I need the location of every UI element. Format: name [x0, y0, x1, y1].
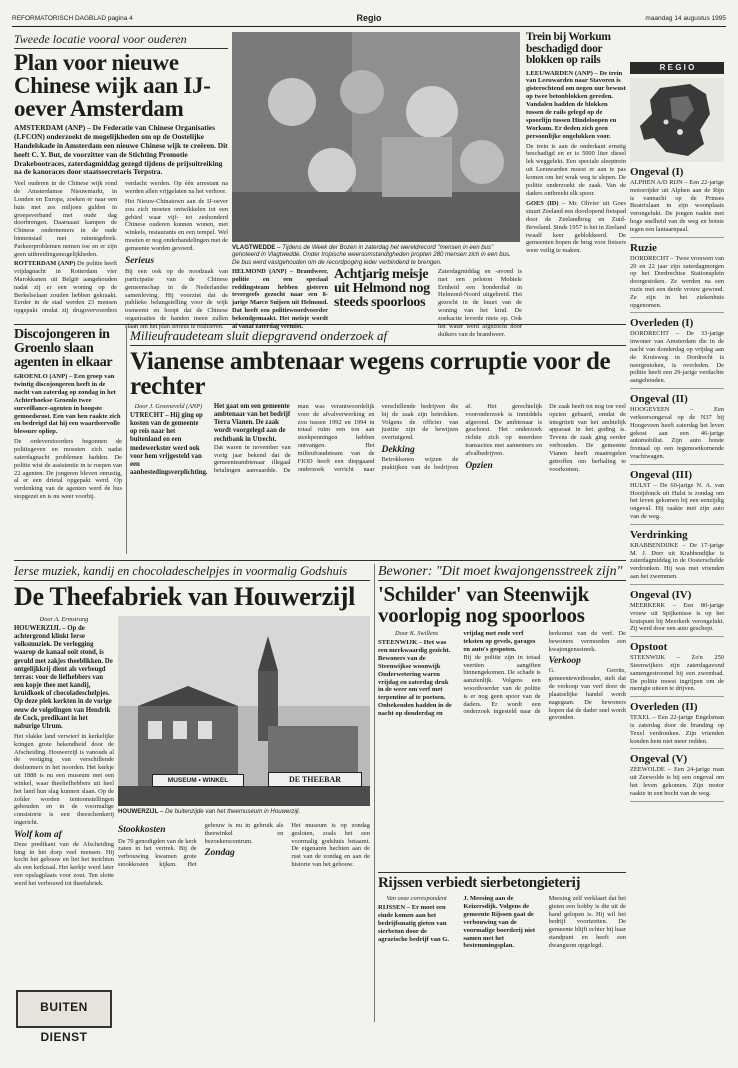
sidebar-item-title: Ongeval (II)	[630, 393, 688, 406]
header-section: Regio	[356, 13, 382, 23]
sidebar-item-text: ALPHEN A/D RIJN – Een 22-jarige motorrijder uit Alphen aan de Rijn is vannacht op de Prinses Beatrixlaan in zijn woonplaats verongelukt. De jongen raakte met hoge snelheid van de weg en botste tegen een lantaarnpaal.	[630, 179, 724, 233]
caption-text: – Tijdens de Week der Bozen in zaterdag het wereldrecord "mensen in een bus" genoteerd in Vlagtwedde. Onder tropische weersomstandigheden propten 280 mensen zich in een bus. De bus werd vastgehouden om de recordpoging ieder verbindend te brengen.	[232, 244, 511, 266]
article-vianen	[130, 328, 626, 556]
caption-dateline: HOUWERZIJL	[118, 808, 159, 815]
article-paragraph: Veel ouderen in de Chinese wijk rond de Amsterdamse Nieuwmarkt, in Londen en Europa, zoeken er naar een huis met zes miljoen gulden in groepsverband met oude dag doorbrengen. Daarnaast kampen de Chinese ondernemers in de oude binnenstad met ruimtegebrek. Parkeerproblemen nemen toe en er zijn geen uitbreidingsmogelijkheden.	[14, 180, 117, 258]
article-body: De zaak heeft tot nog toe veel opzien gebaard, omdat de integriteit van het ambtelijk apparaat in het geding is. Tevens de zaak ging eerder verbonden. De gemeente Vianen heeft maatregelen getroffen om herhaling te voorkomen.	[549, 403, 626, 473]
sidebar-item-title: Opstoot	[630, 641, 668, 654]
article-lead: GROENLO (ANP) – Een groep van twintig discojongeren heeft in de nacht van zaterdag op zondag in het Achterhoekse Groenlo twee surveillance-agenten in hoogste gemoedsrust. Een van hen raakte zich en bedreigd dat hij een waardeervolle blessure opliep.	[14, 373, 121, 436]
article-body: Betrokkenen wijzen de praktijken van de bedrijven af. Het gerechtelijk vooronderzoek is inmiddels afgerond. De ambtenaar is geschorst. Het onderzoek richtte zich op meerdere transacties met aannemers en afvalbedrijven.	[381, 403, 543, 471]
subheading: Stookkosten	[118, 825, 166, 835]
article-body: Deze predikant van de Afscheiding hing in het dorp veel mensen. Hij kocht het gebouw en liet het inrichten als een kerkzaal. Het kerkje werd later een opslagplaats voor zout. Ten slotte werd het verbouwd tot theefabriek.	[14, 840, 114, 887]
sidebar-item-title: Overleden (II)	[630, 701, 698, 714]
regio-banner: R E G I O	[630, 62, 724, 74]
article-kicker: Tweede locatie vooral voor ouderen	[14, 32, 228, 49]
article-kicker: Milieufraudeteam sluit diepgravend onderzoek af	[130, 328, 626, 346]
byline: Van onze correspondent	[386, 895, 447, 902]
article-lead: AMSTERDAM (ANP) – De Federatie van Chinese Organisaties (LFCON) onderzoekt de mogelijkheden om op de Oostelijke Handelskade in Amsterdam een nieuwe Chinese wijk te creëren. Dit heeft C. Y. But, de voorzitter van de Stichting Promotie Drakebootraces, zaterdagmiddag gezegd tijdens de prijsuitreiking na de kanoraces door staatssecretaris Terpstra.	[14, 123, 228, 177]
goes-brief	[526, 200, 626, 255]
section-divider	[14, 560, 626, 561]
page-header	[12, 12, 726, 27]
article-steenwijk	[378, 564, 626, 864]
article-theefabriek-header	[14, 564, 370, 612]
sidebar-item-text: HOOGEVEEN – Een verkeersongeval op de N37 bij Hoogeveen heeft zaterdag het leven gekost aan een 46-jarige automobilist. Zijn auto botste frontaal op een tegemoetkomende vrachtwagen.	[630, 406, 724, 460]
sidebar-news-item	[630, 589, 724, 637]
column-rule	[374, 564, 375, 1022]
article-headline: Discojongeren in Groenlo slaan agenten in elkaar	[14, 327, 113, 370]
sidebar-news-item	[630, 641, 724, 697]
article-paragraph: Het Nieuw-Chinatown aan de IJ-oever zou zich moeten ontwikkelen tot een gebied waar vijf- tot zeshonderd Chinese ouderen kunnen wonen, met winkels, restaurants en een tempel. Wel moeten er nog onderhandelingen met de gemeente worden gevoerd.	[125, 197, 228, 252]
article-kicker: Ierse muziek, kandij en chocoladeschelpjes in voormalig Godshuis	[14, 564, 370, 581]
header-date: maandag 14 augustus 1995	[645, 15, 726, 22]
sidebar-item-title: Verdrinking	[630, 528, 688, 541]
section-divider	[378, 872, 626, 873]
subheading: Verkoop	[548, 656, 581, 667]
brief-text: – Mr. Olivier uit Goes stuurt Zeeland een doorlopend fietspad door de Zeelandbrug en Zuid-Beveland. Sinds 1957 is het in Zeeland twaalf keer geblokkeerd. De gemeenten hopen de brug voor fietsers weer veilig te maken.	[526, 200, 627, 255]
photo-caption	[232, 244, 520, 264]
article-body: Zaterdagmiddag en -avond is met een peloton Mobiele Eenheid een honderdtal in Helmond-Noord uitgebreid. Het gezocht in de buurt van de woning van het kind. De zoekactie leverde niets op. Ook het water werd afgezocht door duikers van de brandweer.	[438, 268, 522, 338]
article-theefabriek-lead	[14, 616, 114, 1006]
sidebar-item-text: TEXEL – Een 22-jarige Engelsman is zaterdag door de branding op Texel verdronken. Zijn vrienden konden hem niet meer redden.	[630, 714, 724, 745]
article-columns	[378, 630, 626, 850]
sidebar-item-title: Ongeval (III)	[630, 468, 693, 481]
article-lead: LEEUWARDEN (ANP) – De trein van Leeuwarden naar Stavoren is gisterochtend om negen uur bewust op twee betonblokken gereden. Vandalen hadden de blokken tussen de rails gelegd op de spoorlijn tussen Hindeloopen en Workum. Er deden zich geen persoonlijke ongelukken voor.	[526, 69, 626, 140]
dateline: GOES (ID)	[526, 200, 559, 208]
sidebar-item-title: Ruzie	[630, 241, 657, 254]
photo-caption	[118, 808, 370, 818]
article-paragraph: De 70 genodigden van de kerk zaten in het vertrek. Bij de verbouwing kwamen grote stookkosten kijken. Het gebouw is nu in gebruik als theewinkel en bezoekerscentrum.	[118, 822, 284, 869]
sidebar-item-title: Ongeval (I)	[630, 166, 684, 178]
sidebar-item-text: ZEEWOLDE – Een 24-jarige man uit Zeewolde is bij een ongeval om het leven gekomen. Zijn motor raakte in een bocht van de weg.	[630, 766, 724, 797]
byline: Door A. Ermstrang	[39, 616, 89, 623]
article-headline: Trein bij Workum beschadigd door blokken op rails	[526, 31, 611, 66]
theebar-sign: DE THEEBAR	[268, 772, 362, 787]
article-lead: HOUWERZIJL – Op de achtergrond klinkt Ierse volksmuziek. De verlegging waarop de kanaal ooit stond, is gevuld met zakjes theeblikken. De ontgelijkkrij dient als verbeugd terras: voor de liefhebbers van een kopje thee met kandij, kruidkoek of chocoladeschelpjes. Op deze plek kerkten in de vorige eeuw de volgelingen van Hendrik de Cock, predikant in het naburige Ulrum.	[14, 625, 113, 730]
sidebar-news-item	[630, 753, 724, 801]
museum-sign: MUSEUM • WINKEL	[152, 774, 244, 787]
sidebar-item-title: Ongeval (V)	[630, 753, 688, 766]
sidebar-news-item	[630, 393, 724, 465]
article-headline: Achtjarig meisje uit Helmond nog steeds spoorloos	[334, 267, 430, 310]
article-body: Het vlakke land verwierf in kerkelijke kringen grote bekendheid door de Afscheiding. Houwerzijl is vanouds al de vestiging van verschillende deelnemers in het noorden. Het kerkje uit 1888 is nu een museum met een winkel, waar theeliefhebbers uit heel het land hun slag kunnen slaan. Op de zolder worden tentoonstellingen gehouden en in de voormalige consistorie is een theeschenkerij ingericht.	[14, 733, 114, 826]
sidebar-item-text: STEENWIJK – Zo'n 250 Steenwijkers zijn zaterdagavond samengestroomd bij een zwembad. De politie moest ingrijpen om de menigte uiteen te drijven.	[630, 654, 724, 693]
stamp-text: BUITEN DIENST	[40, 1000, 88, 1044]
subheading: Wolf kom af	[14, 829, 62, 840]
article-trein	[526, 32, 626, 318]
article-body: Meesing zelf verklaart dat het gieten een hobby is die uit de hand gelopen is. Hij wil het bedrijf voortzetten. De gemeente blijft echter bij haar standpunt en heeft een dwangsom opgelegd.	[548, 895, 626, 949]
byline: Door J. Groeneveld (ANP)	[134, 403, 203, 410]
photo-illustration	[232, 32, 520, 242]
article-body: Dat waren in november van vorig jaar bekend dat de gemeenteambtenaar illegaal betalingen aanvaardde. De man was verantwoordelijk voor de afvalverwerking en zou tussen 1992 en 1994 in totaal ruim een ton aan steekpenningen hebben ontvangen. Het milieufraudeteam van de FIOD heeft een diepgaand onderzoek verricht naar verschillende bedrijven die bij de zaak zijn betrokken. Volgens de officier van justitie zijn de bewijzen overtuigend.	[213, 403, 459, 475]
sidebar-item-text: HULST – De 60-jarige N. A. van Hooijdonck uit Hulst is zondag om het leven gekomen bij een eenzijdig ongeval. Hij raakte met zijn auto van de weg.	[630, 481, 724, 520]
sidebar-item-text: DORDRECHT – De 33-jarige inwoner van Amsterdam die in de nacht van donderdag op vrijdag aan de Kruisweg in Dordrecht is neergestoken, is overleden. De politie heeft een 29-jarige verdachte aangehouden.	[630, 330, 724, 385]
caption-text: – De buitenzijde van het theemuseum in Houwerzijl.	[160, 808, 301, 815]
sidebar-news-item	[630, 529, 724, 585]
church-photo	[118, 616, 370, 806]
brief-text: De politie heeft vrijdagnacht in Rotterdam vier Marokkanen uit België aangehouden nadat zij er een woning op de Berkelselaan zouden hebben gekraakt. Eerder in de stad werden 23 mensen opgepakt omdat zij drugsvervoerders verdacht werden. Op één arrestant na werden allen vrijgelaten na het verhoor.	[14, 180, 228, 315]
subheading: Zondag	[204, 848, 235, 859]
sidebar-news-item	[630, 701, 724, 749]
article-body	[14, 180, 228, 330]
article-body: Bij de politie zijn in totaal veertien aangiften binnengekomen. De schade is aanzienlijk. Volgens een woordvoerder van de politie is er nog geen spoor van de daders. Er wordt een onderzoek ingesteld naar de herkomst van de verf. De bewoners vermoeden een kwajongensstreek.	[463, 630, 626, 716]
article-body: De ordeverstoorders begonnen de politiegeven en moesten zich nadat zaterdagnacht problemen hadden. De politie wist de assistentie in te roepen van 22 agenten. De jongeren bleven onrustig, al er een drietal opgepakt werd. Op verdenking van de agenten werd de bus stopgezet en is nu weer voorbij.	[14, 438, 122, 500]
netherlands-map	[630, 78, 724, 162]
article-rijssen	[378, 876, 626, 1022]
section-divider	[14, 324, 626, 325]
sidebar-item-text: MEERKERK – Een 80-jarige vrouw uit Spijkenisse is op het kruispunt bij Meerkerk verongelukt. Zij werd door een auto geschept.	[630, 601, 724, 633]
column-rule	[126, 328, 127, 554]
header-paper-name: REFORMATORISCH DAGBLAD pagina 4	[12, 15, 133, 22]
article-body: De trein is aan de onderkant ernstig beschadigd en er is 5000 liter diesel lek weggelekt. Een speciale sleeptrein uit Leeuwarden moest er aan te pas komen om het wrak weg te slepen. De politie onderzoekt de zaak. Van de daders ontbreekt elk spoor.	[526, 142, 626, 197]
article-lead: RIJSSEN – Er moet een einde komen aan het bedrijfsmatig gieten van sierbeton door de agrarische bedrijf van G. J. Meesing aan de Keizersdijk. Volgens de gemeente Rijssen gaat de verbouwing van de voormalige boerderij niet samen met het bestemmingsplan.	[378, 895, 536, 950]
sidebar-item-text: KRABBENDIJKE – De 17-jarige M. J. Dorr uit Krabbendijke is zaterdagmiddag in de Oosterschelde verdronken. Hij was met vrienden aan het zwemmen.	[630, 541, 724, 581]
caption-dateline: VLAGTWEDDE	[232, 244, 276, 251]
subheading: Serieus	[125, 255, 155, 266]
article-headline: De Theefabriek van Houwerzijl	[14, 582, 356, 611]
article-columns	[378, 895, 626, 1015]
dateline: HELMOND (ANP)	[232, 268, 287, 275]
dateline: ROTTERDAM (ANP)	[14, 260, 76, 268]
byline: Door K. Swillens	[395, 630, 439, 637]
sidebar-news-item	[630, 242, 724, 314]
article-body: G. Gerrits, gemeentewethouder, stelt dat de verkoop van verf door de plaatselijke handel wordt nagegaan. De bewoners hopen dat de dader snel wordt gevonden.	[548, 667, 626, 722]
article-lead: STEENWIJK – Het was een merkwaardig gezicht. Bewoners van de Steenwijkse woonwijk Onderwetering waren vrijdag en zaterdag druk in de weer om verf met terpentine af te poetsen. Onbekenden hadden in de nacht op donderdag en vrijdag met rode verf teksten op gevels, garages en auto's gespoten.	[378, 630, 536, 718]
article-discojongeren	[14, 328, 122, 554]
sidebar-regio	[630, 62, 724, 1010]
article-chinese-wijk	[14, 32, 228, 330]
helmond-lead-text: – Brandweer, politie en een speciaal reddingsteam hebben gisteren tevergeefs gezocht naar een 8-jarige Marco Suijsen uit Helmond. Dat heeft een politiewoordvoerder bekendgemaakt. Het meisje wordt al vanaf zaterdag vermist.	[232, 268, 328, 330]
sidebar-item-title: Overleden (I)	[630, 317, 694, 330]
bus-record-photo	[232, 32, 520, 242]
sidebar-news-item	[630, 469, 724, 525]
article-headline: Vianense ambtenaar wegens corruptie voor de rechter	[130, 348, 611, 400]
sidebar-news-item	[630, 166, 724, 238]
article-lead: UTRECHT – Hij ging op kosten van de gemeente op reis naar het buitenland en een medewerkster werd ook voor hem vrijgesteld van een aanbestedingsverplichting. Het gaat om een gemeente ambtenaar van het bedrijf Terra Vianen. De zaak wordt voorgelegd aan de rechtbank in Utrecht.	[130, 403, 291, 477]
subheading: Opzien	[465, 460, 493, 471]
article-helmond	[232, 267, 522, 338]
article-kicker: Bewoner: "Dit moet kwajongensstreek zijn"	[378, 564, 626, 581]
article-columns	[130, 403, 626, 553]
article-headline: Plan voor nieuwe Chinese wijk aan IJ-oever Amsterdam	[14, 50, 211, 121]
article-headline: Rijssen verbiedt sierbetongieterij	[378, 875, 581, 891]
subheading: Dekking	[381, 445, 415, 456]
helmond-lead	[232, 268, 328, 331]
article-headline: 'Schilder' van Steenwijk voorlopig nog spoorloos	[378, 582, 589, 627]
article-paragraph: Bij een ook op de noodzaak van participatie van de Chinese gemeenschap in de Nederlandse samenleving. Hij voorziet dat de publieke belangstelling voor de wijk toeneemt en hoopt dat de Chinese organisaties de handen ineen zullen slaan om het plan serieus te realiseren.	[125, 268, 228, 330]
article-paragraph: Het museum is op zondag gesloten, zoals het een voormalig godshuis betaamt. De eigenaren hechten aan de rust van de zondag en aan de historie van het gebouw.	[291, 822, 370, 869]
article-theefabriek-body	[118, 822, 370, 1022]
sidebar-news-item	[630, 317, 724, 389]
sidebar-item-title: Ongeval (IV)	[630, 588, 692, 601]
buiten-dienst-stamp	[16, 990, 112, 1044]
sidebar-news-list	[630, 166, 724, 802]
sidebar-item-text: DORDRECHT – Twee vrouwen van 20 en 22 jaar zijn zaterdagmorgen op het Dordrechtse Stationsplein doorgestoken. Ze werden na een ruzie met een derde vrouw gewond. Ze zijn in het ziekenhuis opgenomen.	[630, 254, 724, 309]
